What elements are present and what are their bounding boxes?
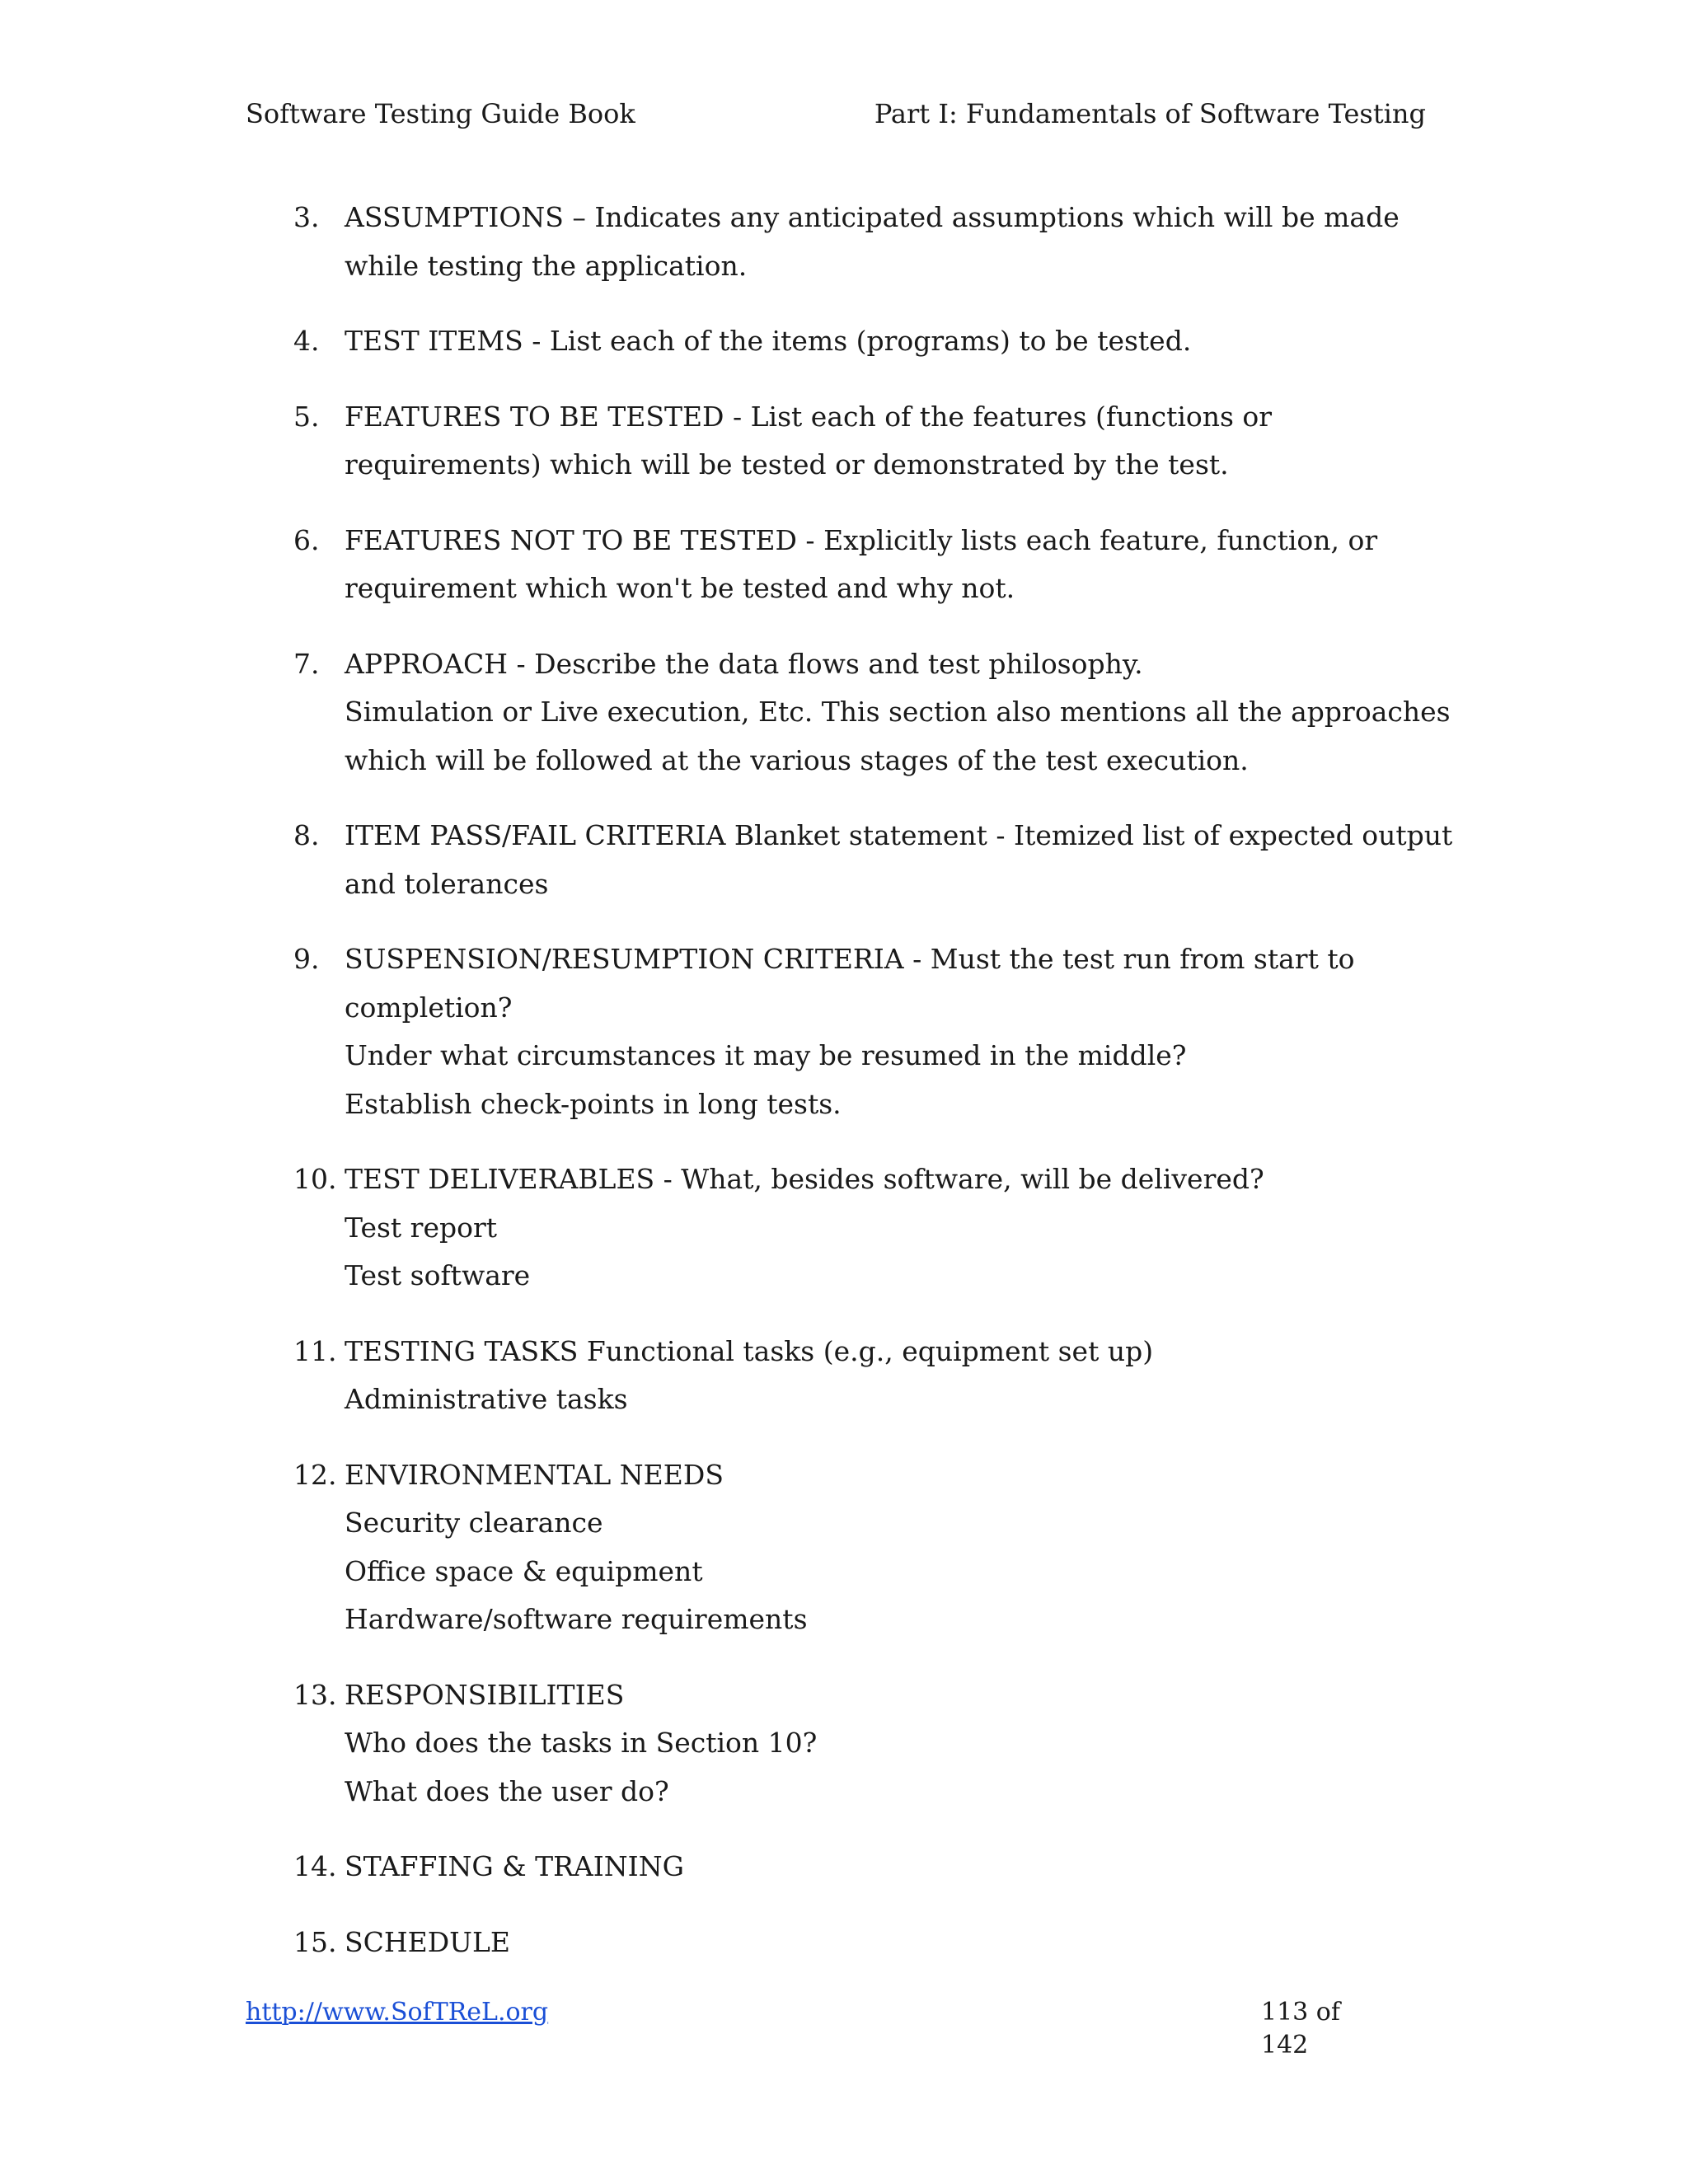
list-item-text: Test report [345,1211,497,1244]
list-item-number: 3. [293,201,320,233]
header-part-title: Part I: Fundamentals of Software Testing [874,98,1426,129]
list-item-number: 7. [293,647,320,680]
list-item [293,1919,1431,1967]
list-item-text: and tolerances [345,867,549,900]
list-item [293,317,1431,366]
list-item-text: Simulation or Live execution, Etc. This section also mentions all the approaches [345,696,1451,728]
list-item-text: ENVIRONMENTAL NEEDS [345,1458,724,1491]
list-item-text: TEST ITEMS - List each of the items (programs) to be tested. [345,325,1192,357]
list-item-text: FEATURES NOT TO BE TESTED - Explicitly lists each feature, function, or [345,523,1378,556]
list-item-text: What does the user do? [345,1774,669,1807]
list-item-text: which will be followed at the various stages of the test execution. [345,743,1249,776]
list-item-text: completion? [345,991,513,1024]
list-item-text: TESTING TASKS Functional tasks (e.g., equipment set up) [345,1334,1154,1367]
list-item [293,194,1431,290]
list-item-text: Office space & equipment [345,1554,703,1587]
list-item [293,1451,1431,1644]
list-item-text: Under what circumstances it may be resumed in the middle? [345,1039,1187,1071]
list-item-text: SCHEDULE [345,1925,510,1958]
list-item-text: Administrative tasks [345,1383,628,1415]
list-item [293,1328,1431,1424]
numbered-list [293,194,1453,1994]
list-item [293,517,1431,613]
list-item-number: 8. [293,819,320,851]
list-item-number: 10. [293,1163,337,1195]
list-item-text: Security clearance [345,1507,603,1539]
list-item-text: FEATURES TO BE TESTED - List each of the features (functions or [345,400,1273,433]
list-item-text: SUSPENSION/RESUMPTION CRITERIA - Must the test run from start to [345,943,1355,975]
list-item [293,393,1431,490]
list-item-number: 6. [293,523,320,556]
list-item-number: 12. [293,1458,337,1491]
list-item-text: ITEM PASS/FAIL CRITERIA Blanket statement - Itemized list of expected output [345,819,1453,851]
list-item-number: 9. [293,943,320,975]
page-number: 113 of 142 [1261,1998,1340,2060]
list-item-text: STAFFING & TRAINING [345,1850,684,1882]
list-item-number: 11. [293,1334,337,1367]
page-footer [246,1996,1383,2060]
list-item-number: 5. [293,400,320,433]
website-link[interactable]: http://www.SofTReL.org [246,1998,549,2027]
header-book-title: Software Testing Guide Book [246,98,635,129]
list-item-text: ASSUMPTIONS – Indicates any anticipated assumptions which will be made [345,201,1400,233]
list-item-text: while testing the application. [345,249,748,282]
list-item-text: Establish check-points in long tests. [345,1087,842,1120]
page-header [246,97,1426,130]
list-item [293,1671,1431,1816]
list-item [293,1843,1431,1891]
list-item-number: 4. [293,325,320,357]
list-item-text: APPROACH - Describe the data flows and test philosophy. [345,647,1143,680]
list-item-text: Who does the tasks in Section 10? [345,1727,818,1759]
list-item [293,1155,1431,1301]
list-item [293,812,1453,908]
list-item-text: Test software [345,1259,531,1291]
list-item-number: 13. [293,1678,337,1711]
list-item [293,935,1431,1128]
list-item-text: requirements) which will be tested or demonstrated by the test. [345,448,1229,480]
list-item [293,640,1451,785]
list-item-number: 14. [293,1850,337,1882]
list-item-text: RESPONSIBILITIES [345,1678,625,1711]
list-item-number: 15. [293,1925,337,1958]
list-item-text: requirement which won't be tested and why not. [345,572,1015,604]
list-item-text: Hardware/software requirements [345,1603,808,1635]
list-item-text: TEST DELIVERABLES - What, besides software, will be delivered? [345,1163,1264,1195]
